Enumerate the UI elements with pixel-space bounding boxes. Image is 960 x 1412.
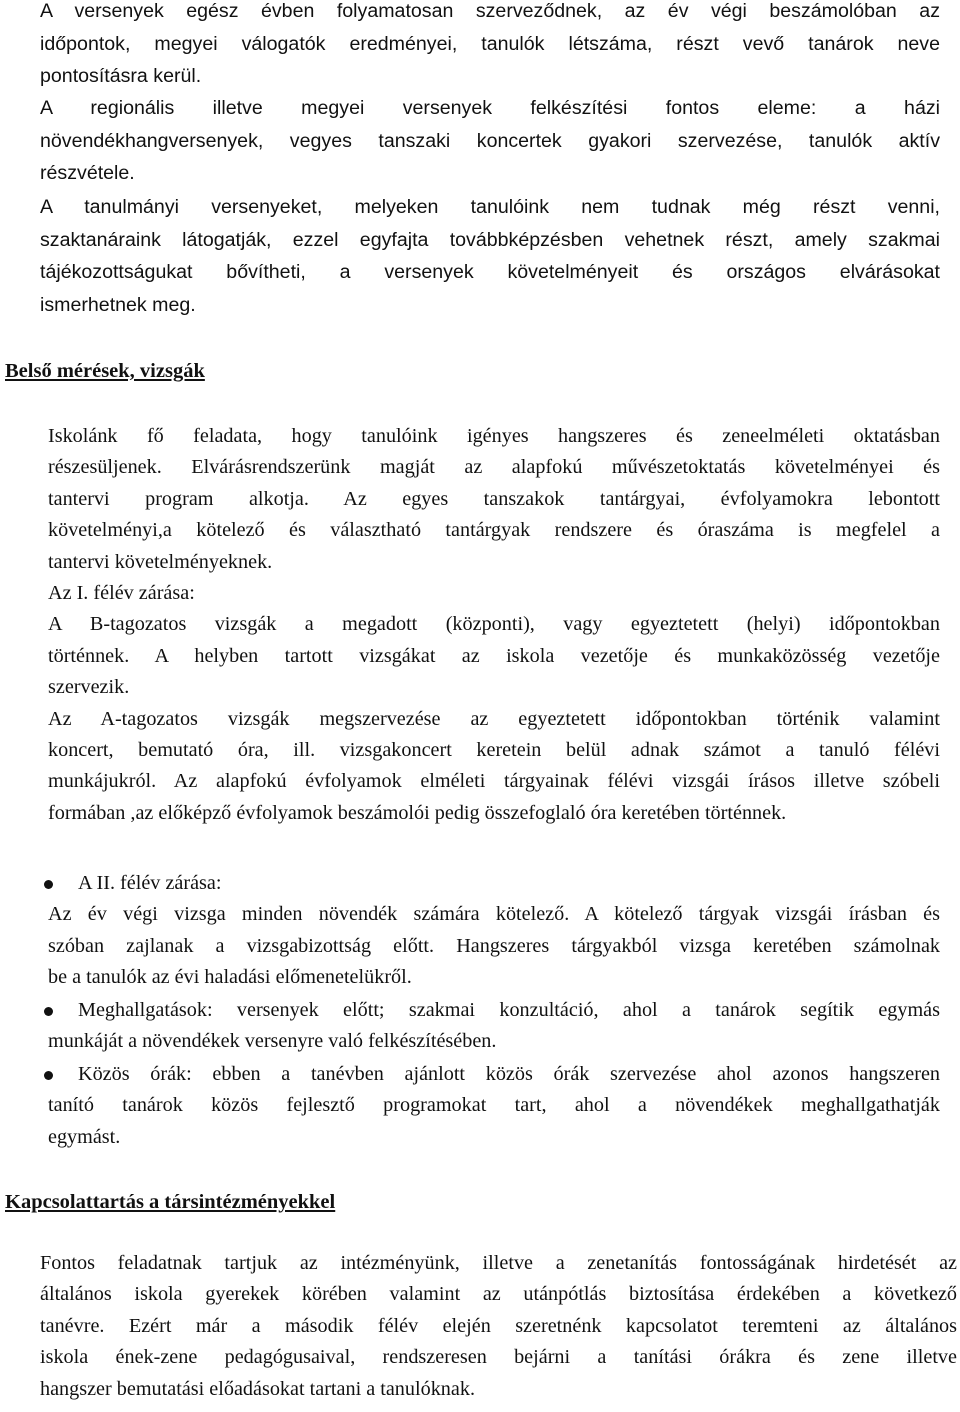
intro-paragraph-2 <box>40 92 940 190</box>
bullet-item-auditions <box>48 995 940 1058</box>
text-line: szaktanáraink látogatják, ezzel egyfajta továbbképzésben vehetnek részt, amely szakmai <box>40 228 940 251</box>
bullet-item-joint-lessons <box>48 1059 940 1153</box>
text-line: tantervi program alkotja. Az egyes tanszakok tantárgyai, évfolyamokra lebontott <box>48 487 940 510</box>
text-line: A B-tagozatos vizsgák a megadott (központi), vagy egyeztetett (helyi) időpontokban <box>48 613 940 636</box>
text-line: A tanulmányi versenyeket, melyeken tanulóink nem tudnak még részt venni, <box>40 196 940 218</box>
text-line: koncert, bemutató óra, ill. vizsgakoncert keretein belül adnak számot a tanuló félévi <box>48 739 940 762</box>
bullet-first-line: A II. félév zárása: <box>78 872 222 894</box>
text-line: formában ,az előképző évfolyamok beszámolói pedig összefoglaló óra keretében történnek. <box>48 801 787 824</box>
bullet-first-line: Meghallgatások: versenyek előtt; szakmai konzultáció, ahol a tanárok segítik egymás <box>78 999 940 1021</box>
exams-intro-paragraph <box>48 421 940 829</box>
text-line: munkáját a növendékek versenyre való felkészítésében. <box>48 1030 497 1053</box>
text-line: növendékhangversenyek, vegyes tanszaki koncertek gyakori szervezése, tanulók aktív <box>40 129 940 152</box>
text-line: A regionális illetve megyei versenyek felkészítési fontos eleme: a házi <box>40 97 940 119</box>
text-line: szervezik. <box>48 676 130 699</box>
text-line: időpontok, megyei válogatók eredményei, tanulók létszáma, részt vevő tanárok neve <box>40 32 940 55</box>
text-line: munkájukról. Az alapfokú évfolyamok elméleti tárgyainak félévi vizsgái írásos illetve szóbeli <box>48 770 940 793</box>
text-line: történnek. A helyben tartott vizsgákat az iskola vezetője és munkaközösség vezetője <box>48 644 940 667</box>
text-line: hangszer bemutatási előadásokat tartani a tanulóknak. <box>40 1377 475 1400</box>
text-line: Az év végi vizsga minden növendék számára kötelező. A kötelező tárgyak vizsgái írásban és <box>48 903 940 926</box>
text-line: ismerhetnek meg. <box>40 293 196 316</box>
text-line: tanévre. Ezért már a második félév elején szeretnénk kapcsolatot teremteni az általános <box>40 1314 957 1337</box>
section-heading-partners: Kapcsolattartás a társintézményekkel <box>5 1191 336 1213</box>
text-line: Fontos feladatnak tartjuk az intézményünk, illetve a zenetanítás fontosságának hirdetését az <box>40 1252 957 1274</box>
text-line: be a tanulók az évi haladási előmenetelükről. <box>48 966 412 989</box>
text-line: tanító tanárok közös fejlesztő programokat tart, ahol a növendékek meghallgathatják <box>48 1094 940 1117</box>
text-line: részvétele. <box>40 162 135 184</box>
text-line: egymást. <box>48 1125 121 1148</box>
bullet-first-line: Közös órák: ebben a tanévben ajánlott közös órák szervezése ahol azonos hangszeren <box>78 1063 940 1085</box>
bullet-item-semester2 <box>48 868 940 994</box>
text-line: részesüljenek. Elvárásrendszerünk magját az alapfokú művészetoktatás követelményei és <box>48 456 940 479</box>
text-line: pontosításra kerül. <box>40 65 202 87</box>
text-line: általános iskola gyerekek körében valamint az utánpótlás biztosítása érdekében a következő <box>40 1283 957 1306</box>
semester1-label: Az I. félév zárása: <box>48 582 195 605</box>
partners-paragraph <box>40 1248 957 1405</box>
text-line: szóban zajlanak a vizsgabizottság előtt. Hangszeres tárgyakból vizsga keretében számolnak <box>48 934 940 957</box>
text-line: Az A-tagozatos vizsgák megszervezése az egyeztetett időpontokban történik valamint <box>48 707 940 730</box>
intro-paragraph-3 <box>40 191 940 321</box>
section-heading-exams: Belső mérések, vizsgák <box>5 360 205 382</box>
text-line: tantervi követelményeknek. <box>48 550 273 573</box>
text-line: tájékozottságukat bővítheti, a versenyek követelményeit és országos elvárásokat <box>40 261 940 283</box>
text-line: követelményi,a kötelező és választható tantárgyak rendszere és óraszáma is megfelel a <box>48 519 940 542</box>
intro-paragraph-1 <box>40 0 940 93</box>
text-line: iskola ének-zene pedagógusaival, rendszeresen bejárni a tanítási órákra és zene illetve <box>40 1346 957 1369</box>
text-line: Iskolánk fő feladata, hogy tanulóink igényes hangszeres és zeneelméleti oktatásban <box>48 425 940 447</box>
text-line: A versenyek egész évben folyamatosan szerveződnek, az év végi beszámolóban az <box>40 0 940 22</box>
